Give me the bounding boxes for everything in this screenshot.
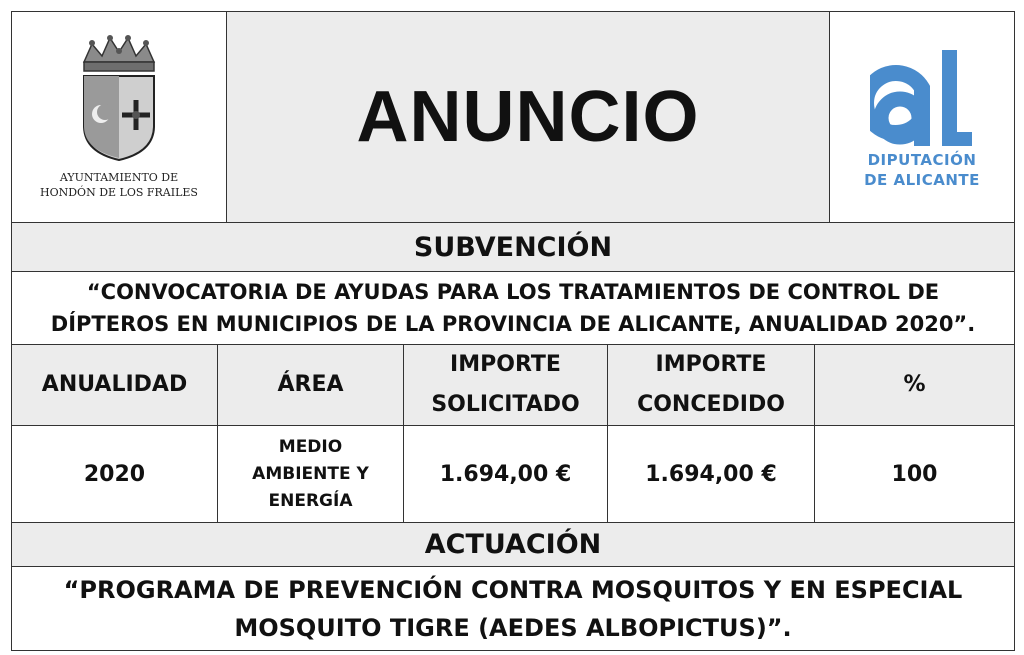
actuacion-description-line1: “PROGRAMA DE PREVENCIÓN CONTRA MOSQUITOS Y EN ESPECIAL: [63, 575, 963, 604]
subvencion-description: [12, 272, 1014, 344]
area-line1: MEDIO: [278, 436, 343, 457]
diputacion-logo: [830, 12, 1014, 222]
diputacion-logo-icon: [870, 44, 974, 150]
importe-concedido-line2: CONCEDIDO: [637, 392, 785, 417]
diputacion-caption-line2: DE ALICANTE: [864, 171, 980, 189]
area-line2: AMBIENTE Y: [252, 463, 369, 484]
importe-solicitado-line1: IMPORTE: [450, 352, 561, 377]
col-header-porcentaje: %: [815, 345, 1014, 425]
subvencion-description-line1: “CONVOCATORIA DE AYUDAS PARA LOS TRATAMIENTOS DE CONTROL DE: [86, 280, 940, 304]
subvencion-heading: SUBVENCIÓN: [12, 223, 1014, 271]
col-header-importe-solicitado: [404, 345, 607, 425]
page-title: ANUNCIO: [227, 12, 829, 222]
cell-area: [218, 426, 403, 522]
cell-importe-solicitado: 1.694,00 €: [439, 461, 572, 487]
announcement-sheet: [11, 11, 1015, 651]
actuacion-description: [12, 567, 1014, 650]
cell-porcentaje: 100: [891, 461, 938, 487]
col-header-anualidad: ANUALIDAD: [12, 345, 217, 425]
importe-concedido-line1: IMPORTE: [655, 352, 767, 377]
ayuntamiento-logo: [12, 12, 226, 222]
ayuntamiento-caption-line2: HONDÓN DE LOS FRAILES: [40, 186, 198, 199]
col-header-importe-concedido: [608, 345, 814, 425]
ayuntamiento-caption-line1: AYUNTAMIENTO DE: [59, 171, 179, 184]
col-header-area: ÁREA: [218, 345, 403, 425]
subvencion-description-line2: DÍPTEROS EN MUNICIPIOS DE LA PROVINCIA DE ALICANTE, ANUALIDAD 2020”.: [50, 312, 976, 336]
coat-of-arms-icon: [76, 34, 162, 164]
cell-importe-concedido: 1.694,00 €: [645, 461, 777, 487]
diputacion-caption-line1: DIPUTACIÓN: [867, 151, 977, 169]
importe-solicitado-line2: SOLICITADO: [431, 392, 580, 417]
area-line3: ENERGÍA: [268, 490, 353, 511]
actuacion-description-line2: MOSQUITO TIGRE (AEDES ALBOPICTUS)”.: [234, 613, 792, 642]
actuacion-heading: ACTUACIÓN: [12, 523, 1014, 566]
cell-anualidad: 2020: [83, 461, 146, 487]
